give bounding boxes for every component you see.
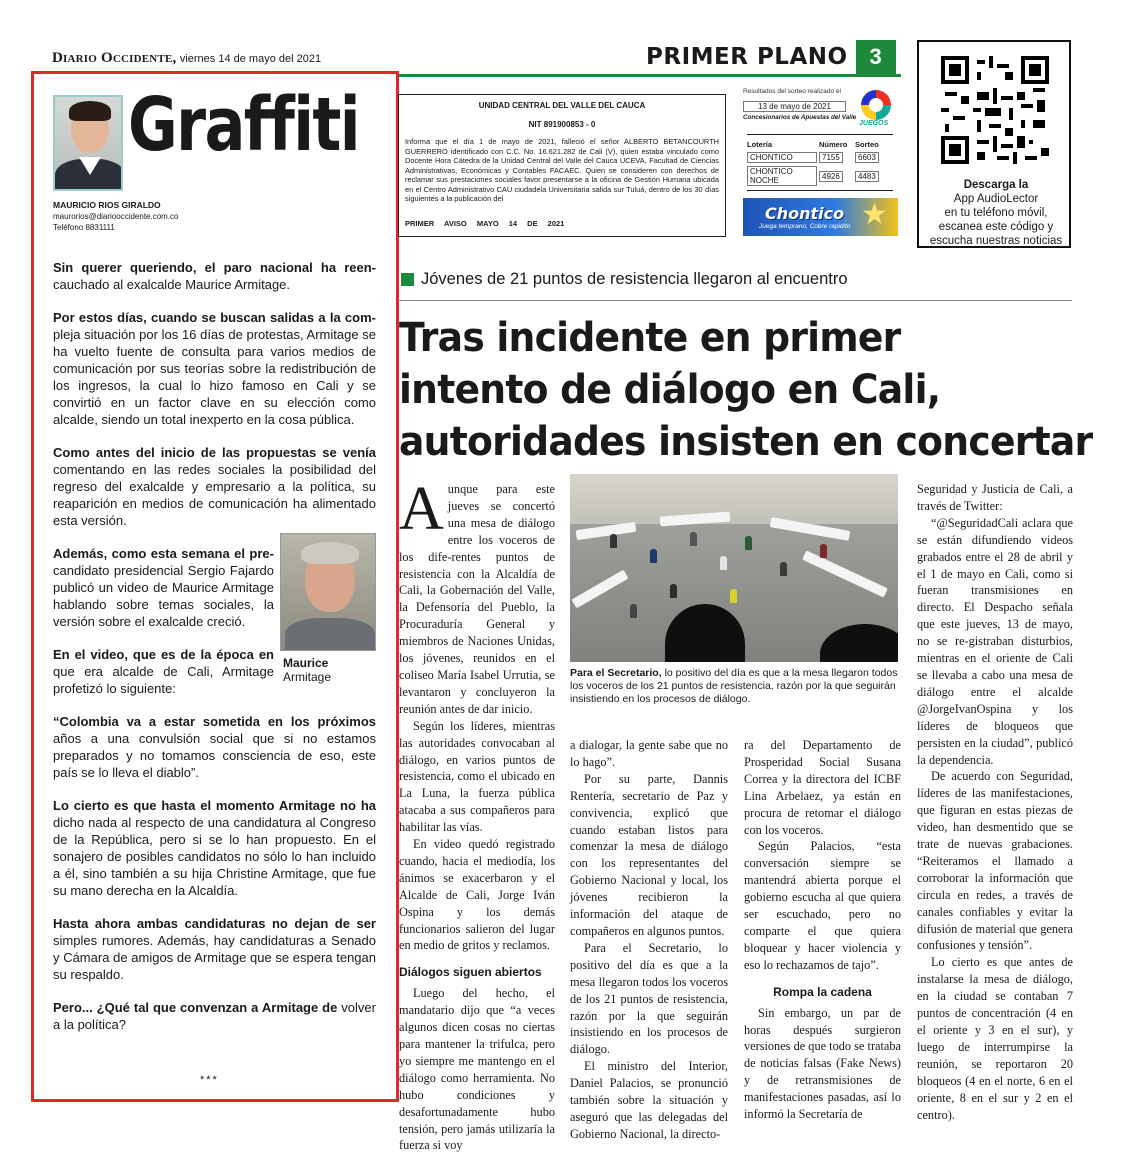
issue-date: viernes 14 de mayo del 2021 xyxy=(179,53,322,65)
article-kicker: Jóvenes de 21 puntos de resistencia llegaron al encuentro xyxy=(401,270,848,289)
article-paragraph: Por su parte, Dannis Rentería, secretario de Paz y convivencia, explicó que cuando estaban listos para comenzar la mesa de diálogo con los representantes del Gobierno Nacional y local, los jóvenes recibieron la información del ataque de compañeros en algunos puntos. xyxy=(570,771,728,938)
armitage-photo-caption: Maurice Armitage xyxy=(283,656,332,684)
chontico-banner xyxy=(743,198,898,236)
article-photo-caption: Para el Secretario, lo positivo del día es que a la mesa llegaron todos los voceros de los 21 puntos de resistencia, razón por la que seguirán insistiendo en los procesos de diálogo. xyxy=(570,667,898,705)
article-paragraph: Sin embargo, un par de horas después surgieron versiones de que todo se trataba de noticias falsas (Fake News) y de retransmisiones de manifestaciones pasadas, así lo informó la Secretaría de xyxy=(744,1005,901,1122)
chontico-logo: Chontico xyxy=(765,204,845,223)
article-column-3 xyxy=(744,737,901,1123)
chontico-slogan: Juega temprano, Cobre rapidito xyxy=(759,223,851,230)
article-paragraph: Según los líderes, mientras las autoridades convocaban al diálogo, en varios puntos de resistencia, como el ubicado en La Luna, la fuerza pública atacaba a sus compañeros para habilitar las vías. xyxy=(399,718,555,835)
graffiti-paragraph: Además, como esta semana el pre- candidato presidencial Sergio Fajardo publicó un video de Maurice Armitage hablando sobre temas sociales, la versión sobre el exalcalde creció. xyxy=(53,546,274,629)
article-column-4 xyxy=(917,481,1073,1123)
graffiti-paragraph: Hasta ahora ambas candidaturas no dejan de ser simples rumores. Además, hay candidaturas a Senado y Cámara de amigos de Armitage que se espera tengan su respaldo. xyxy=(53,916,376,982)
qr-code-icon[interactable] xyxy=(941,56,1049,164)
notice-footer: PRIMER AVISO MAYO 14 DE 2021 xyxy=(405,218,565,228)
star-icon: ★ xyxy=(861,198,888,231)
juegos-logo-icon xyxy=(861,90,891,120)
masthead xyxy=(52,50,321,67)
notice-nit: NIT 891900853 - 0 xyxy=(528,119,596,129)
qr-instructions: Descarga la App AudioLector en tu teléfono móvil, escanea este código y escucha nuestras noticias xyxy=(929,179,1063,247)
armitage-photo xyxy=(280,533,376,651)
article-column-2 xyxy=(570,737,728,1143)
obituary-notice xyxy=(398,94,726,237)
end-mark: *** xyxy=(200,1074,219,1086)
article-paragraph: Aunque para este jueves se concertó una mesa de diálogo entre los voceros de los dife-rentes puntos de resistencia con la Alcaldía de Cali, la Gobernación del Valle, la Defensoría del Pueblo, la Procuraduría General y miembros de Naciones Unidas, los jóvenes, reunidos en el coliseo María Isabel Urrutia, se levantaron y concluyeron la reunión antes de dar inicio. xyxy=(399,475,555,716)
column-title: Graffiti xyxy=(128,82,359,168)
lottery-results xyxy=(743,88,903,238)
graffiti-paragraph: Sin querer queriendo, el paro nacional ha reen- cauchado al exalcalde Maurice Armitage. xyxy=(53,260,376,292)
qr-promo xyxy=(917,40,1071,248)
article-paragraph: El ministro del Interior, Daniel Palacios, se pronunció también sobre la situación y aseguró que las delegadas del Gobierno Nacional, la directo- xyxy=(570,1059,728,1141)
article-photo xyxy=(570,474,898,662)
author-info xyxy=(53,200,179,233)
article-subheading: Diálogos siguen abiertos xyxy=(399,965,542,980)
article-paragraph: a dialogar, la gente sabe que no lo hago”. xyxy=(570,738,728,769)
article-paragraph: En video quedó registrado cuando, hacia el mediodía, los ánimos se exacerbaron y el Alcalde de Cali, Jorge Iván Ospina y los demás funcionarios salieron del lugar en medio de gritos y reclamos. xyxy=(399,837,555,953)
page-number: 3 xyxy=(856,40,896,74)
article-paragraph: Luego del hecho, el mandatario dijo que “a veces algunos dicen cosas no ciertas para mantener la trifulca, pero yo siempre me mantengo en el diálogo como herramienta. No hubo condiciones y desafortunadamente hubo tensión, pero jamás utilizaría la fuerza si voy xyxy=(399,986,555,1153)
newspaper-brand: Diario Occidente, xyxy=(52,50,177,66)
article-subheading: Rompa la cadena xyxy=(773,984,872,999)
article-column-1 xyxy=(399,475,555,1154)
graffiti-paragraph: Como antes del inicio de las propuestas se venía comentando en las redes sociales la posibilidad del regreso del exalcalde y empresario a la política, su reaparición en medios de comunicación ha alimentado esta versión. xyxy=(53,445,376,528)
lottery-table xyxy=(747,134,893,191)
section-rule xyxy=(396,74,901,77)
lottery-label: Resultados del sorteo realizado el xyxy=(743,88,841,95)
kicker-square-icon xyxy=(401,273,414,286)
article-paragraph: Según Palacios, “esta conversación siempre se mantendrá abierta porque el gobierno escucha al que quiera ser escuchado, pero no comparte el que quiera bloquear y hacer violencia y eso lo rechazamos de tajo”. xyxy=(744,839,901,972)
lottery-row: CHONTICO NOCHE 4926 4483 xyxy=(747,166,893,186)
juegos-logo-text: JUEGOS xyxy=(859,120,889,127)
notice-body: Informa que el día 1 de mayo de 2021, falleció el señor ALBERTO BETANCOURTH GUERRERO identificado con C.C. No. 16.621.282 de Cali (V), quien estaba vinculado como Docente Hora Cátedra de la Unidad Central del Valle del Cauca UCEVA, Facultad de Ciencias Administrativas, Económicas y Contables FACAEC. Quien se consideren con derechos de reclamar sus prestaciones sociales favor presentarse a la oficina de Gestión Humana ubicada en el Centro Administrativo CAU ciudadela Universitaria salida sur Tuluá, dentro de los 30 días siguientes a la publicación del xyxy=(405,137,719,203)
lottery-row: CHONTICO 7155 6603 xyxy=(747,152,893,163)
section-title: PRIMER PLANO xyxy=(646,44,848,70)
kicker-rule xyxy=(398,300,1072,301)
graffiti-paragraph: Pero... ¿Qué tal que convenzan a Armitage de volver a la política? xyxy=(53,1000,376,1032)
graffiti-text xyxy=(53,259,376,1049)
article-paragraph: “@SeguridadCali aclara que se están difundiendo videos grabados entre el 28 de abril y el 1 de mayo en Cali, como si fueran transmisiones en directo. El Despacho señala que este jueves, 13 de mayo, no se re-gistraban disturbios, mientras en el oriente de Cali se llevaba a cabo una mesa de diálogo entre el alcalde @JorgeIvanOspina y los líderes de bloqueos que persisten en la ciudad”, publicó la dependencia. xyxy=(917,515,1073,767)
notice-title: UNIDAD CENTRAL DEL VALLE DEL CAUCA xyxy=(478,101,646,110)
article-headline: Tras incidente en primer intento de diálogo en Cali, autoridades insisten en concertar xyxy=(399,313,1093,465)
lottery-header-row: Lotería Número Sorteo xyxy=(747,140,879,149)
graffiti-paragraph: Lo cierto es que hasta el momento Armitage no ha dicho nada al respecto de una candidatura al Congreso de la República, pero si se lo han propuesto. En el sonajero de posibles candidatos no sólo lo han incluido a él, sino también a su hija Christine Armitage, que fue su mano derecha en la Alcaldía. xyxy=(53,798,376,898)
author-name: MAURICIO RIOS GIRALDO xyxy=(53,200,161,210)
lottery-concession: Concesionarios de Apuestas del Valle xyxy=(743,114,857,121)
graffiti-paragraph: En el video, que es de la época en que era alcalde de Cali, Armitage profetizó lo siguiente: xyxy=(53,647,274,696)
article-paragraph: ra del Departamento de Prosperidad Social Susana Correa y la directora del ICBF Lina Arbelaez, ya están en procura de retomar el diálogo con los voceros. xyxy=(744,738,901,837)
article-paragraph: Para el Secretario, lo positivo del día es que a la mesa llegaron todos los voceros de los 21 puntos de resistencia, razón por la que seguirán insistiendo en los procesos de diálogo. xyxy=(570,940,728,1057)
lottery-date: 13 de mayo de 2021 xyxy=(743,101,846,112)
section-header xyxy=(646,42,896,72)
dropcap: A xyxy=(399,475,444,543)
graffiti-paragraph: Por estos días, cuando se buscan salidas a la com- pleja situación por los 16 días de protestas, Armitage se ha vuelto fuente de consulta para varios medios de comunicación por sus teorías sobre la redistribución de los ingresos, la cual lo hizo famoso en Cali y se convirtió en un factor clave en su elección como alcalde, siendo un total inexperto en la cosa pública. xyxy=(53,310,376,427)
author-email: maurorios@diariooccidente.com.co xyxy=(53,212,179,221)
article-paragraph: Seguridad y Justicia de Cali, a través de Twitter: xyxy=(917,482,1073,513)
article-paragraph: De acuerdo con Seguridad, líderes de las manifestaciones, que figuran en estas piezas de video, han desmentido que se trate de nuevas grabaciones. “Reiteramos el llamado a corroborar la información que circula en redes, a través de canales confiables y evitar la difusión de material que genera confusiones y tensión”. xyxy=(917,769,1073,953)
graffiti-paragraph: “Colombia va a estar sometida en los próximos años a una convulsión social que si no estamos preparados y no tomamos consciencia de eso, este país se lo lleva el diablo”. xyxy=(53,714,376,780)
author-photo xyxy=(53,95,123,191)
author-phone: Teléfono 8831111 xyxy=(53,223,115,232)
article-paragraph: Lo cierto es que antes de instalarse la mesa de diálogo, en la ciudad se contaban 7 puntos de concentración (4 en el oriente y 3 en el sur), y luego de interrumpirse la reunión, se reportaron 20 bloqueos (4 en el norte, 6 en el oriente, 8 en el sur y 2 en el centro). xyxy=(917,955,1073,1122)
